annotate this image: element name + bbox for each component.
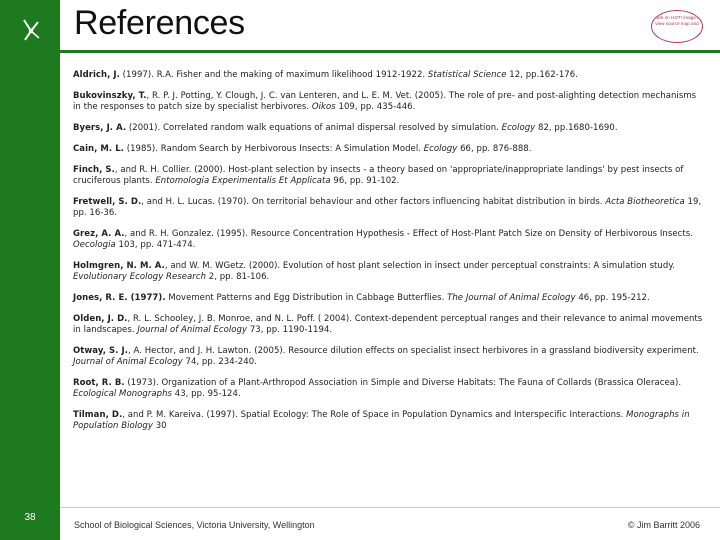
reference-text: , R. L. Schooley, J. B. Monroe, and N. L. Poff. ( 2004). Context-dependent perceptual ranges and their relevance to animal movements in landscapes.	[73, 314, 703, 335]
reference-journal: Ecology	[423, 144, 458, 154]
reference-text: , A. Hector, and J. H. Lawton. (2005). Resource dilution effects on specialist insect herbivores in a grassland biodiversity experiment.	[128, 346, 699, 356]
reference-journal: Oecologia	[73, 240, 116, 250]
footer-copyright: © Jim Barritt 2006	[627, 520, 700, 530]
reference-text: , and H. L. Lucas. (1970). On territorial behaviour and other factors influencing habitat distribution in birds.	[141, 197, 606, 207]
title-divider	[60, 50, 720, 53]
reference-entry	[73, 346, 703, 368]
reference-journal: Monographs in Population Biology	[73, 410, 690, 431]
reference-authors: Cain, M. L.	[73, 144, 124, 154]
reference-authors: Grez, A. A.	[73, 229, 125, 239]
reference-volume-pages: 19, pp. 16-36.	[73, 197, 702, 218]
reference-journal: Ecology	[501, 123, 536, 133]
reference-text: (1985). Random Search by Herbivorous Insects: A Simulation Model.	[123, 144, 424, 154]
reference-authors: Bukovinszky, T.	[73, 91, 147, 101]
reference-authors: Olden, J. D.	[73, 314, 128, 324]
reference-text: (1997). R.A. Fisher and the making of maximum likelihood 1912-1922.	[119, 70, 428, 80]
reference-text: , R. P. J. Potting, Y. Clough, J. C. van Lenteren, and L. E. M. Vet. (2005). The role of pre- and post-alighting detection mechanisms in the responses to patch size by specialist herbivores.	[73, 91, 697, 112]
reference-journal: Entomologia Experimentalis Et Applicata	[155, 176, 331, 186]
reference-entry	[73, 410, 703, 432]
reference-volume-pages: 46, pp. 195-212.	[575, 293, 650, 303]
reference-journal: Acta Biotheoretica	[605, 197, 685, 207]
source-stamp	[651, 10, 703, 43]
reference-text: Movement Patterns and Egg Distribution in Cabbage Butterflies.	[165, 293, 448, 303]
reference-text: , and W. M. WGetz. (2000). Evolution of host plant selection in insect under perceptual constraints: A simulation study.	[164, 261, 675, 271]
reference-text: , and R. H. Gonzalez. (1995). Resource Concentration Hypothesis - Effect of Host-Plant Patch Size on Density of Herbivorous Insects.	[124, 229, 693, 239]
reference-authors: Fretwell, S. D.	[73, 197, 142, 207]
reference-text: (1973). Organization of a Plant-Arthropod Association in Simple and Diverse Habitats: The Fauna of Collards (Brassica Oleracea).	[124, 378, 682, 388]
page-title: References	[74, 4, 245, 42]
reference-authors: Finch, S.	[73, 165, 115, 175]
reference-text: (2001). Correlated random walk equations of animal dispersal resolved by simulation.	[126, 123, 502, 133]
university-crest-icon	[20, 18, 42, 44]
reference-entry	[73, 293, 703, 304]
reference-entry	[73, 91, 703, 113]
reference-list	[73, 70, 703, 442]
reference-journal: Evolutionary Ecology Research	[73, 272, 207, 282]
reference-volume-pages: 43, pp. 95-124.	[172, 389, 241, 399]
reference-text: , and R. H. Collier. (2000). Host-plant selection by insects - a theory based on 'appropriate/inappropriate landings' by pest insects of cruciferous plants.	[73, 165, 684, 186]
reference-text: , and P. M. Kareiva. (1997). Spatial Ecology: The Role of Space in Population Dynamics and Interspecific Interactions.	[122, 410, 627, 420]
reference-entry	[73, 229, 703, 251]
reference-entry	[73, 123, 703, 134]
reference-volume-pages: 73, pp. 1190-1194.	[247, 325, 333, 335]
reference-authors: Otway, S. J.	[73, 346, 128, 356]
reference-authors: Aldrich, J.	[73, 70, 120, 80]
reference-journal: Statistical Science	[427, 70, 507, 80]
reference-volume-pages: 74, pp. 234-240.	[182, 357, 257, 367]
reference-authors: Byers, J. A.	[73, 123, 127, 133]
reference-authors: Jones, R. E. (1977).	[73, 293, 166, 303]
stamp-text: Mark on HOT! image to view source map and	[653, 15, 701, 26]
reference-journal: Journal of Animal Ecology	[137, 325, 248, 335]
reference-volume-pages: 30	[152, 421, 167, 431]
sidebar-band	[0, 0, 60, 540]
reference-entry	[73, 197, 703, 219]
reference-authors: Root, R. B.	[73, 378, 125, 388]
slide-number: 38	[24, 512, 36, 523]
reference-authors: Tilman, D.	[73, 410, 123, 420]
reference-volume-pages: 103, pp. 471-474.	[115, 240, 196, 250]
reference-authors: Holmgren, N. M. A.	[73, 261, 165, 271]
reference-entry	[73, 70, 703, 81]
footer-divider	[60, 507, 720, 508]
reference-volume-pages: 96, pp. 91-102.	[330, 176, 400, 186]
reference-volume-pages: 82, pp.1680-1690.	[535, 123, 618, 133]
reference-volume-pages: 109, pp. 435-446.	[335, 102, 416, 112]
reference-entry	[73, 261, 703, 283]
reference-journal: The Journal of Animal Ecology	[447, 293, 576, 303]
reference-volume-pages: 2, pp. 81-106.	[206, 272, 270, 282]
reference-entry	[73, 314, 703, 336]
reference-journal: Journal of Animal Ecology	[73, 357, 183, 367]
reference-entry	[73, 165, 703, 187]
reference-volume-pages: 66, pp. 876-888.	[457, 144, 532, 154]
reference-entry	[73, 144, 703, 155]
footer-institution: School of Biological Sciences, Victoria University, Wellington	[74, 520, 315, 530]
reference-journal: Ecological Monographs	[73, 389, 172, 399]
reference-entry	[73, 378, 703, 400]
reference-volume-pages: 12, pp.162-176.	[506, 70, 578, 80]
reference-journal: Oikos	[311, 102, 336, 112]
